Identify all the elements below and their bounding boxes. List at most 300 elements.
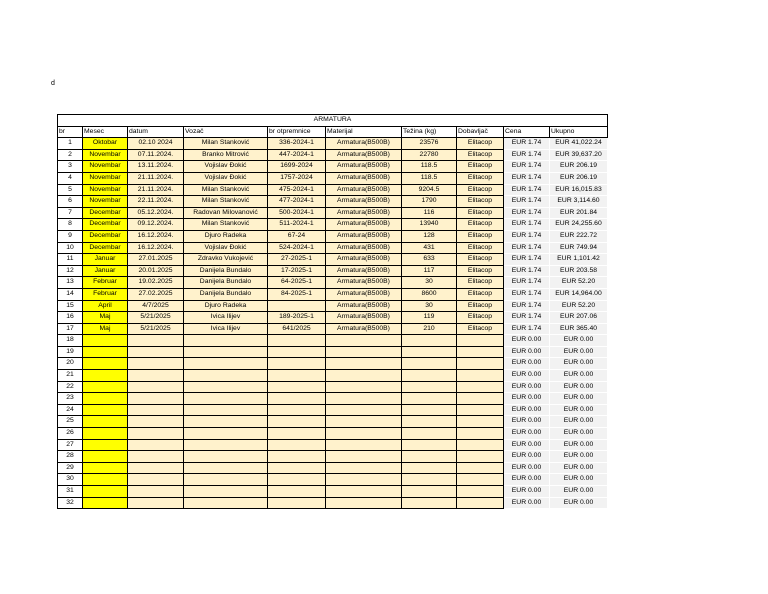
cell-br-otpremnice[interactable] <box>268 416 326 428</box>
cell-mesec[interactable]: Novembar <box>83 149 128 161</box>
cell-br-otpremnice[interactable] <box>268 439 326 451</box>
cell-vozac[interactable] <box>184 486 268 498</box>
cell-vozac[interactable]: Ivica Ilijev <box>184 312 268 324</box>
cell-mesec[interactable]: April <box>83 300 128 312</box>
cell-dobavljac[interactable]: Elitacop <box>457 207 504 219</box>
cell-materijal[interactable] <box>326 404 402 416</box>
cell-tezina[interactable]: 30 <box>402 277 457 289</box>
cell-mesec[interactable] <box>83 416 128 428</box>
cell-br-otpremnice[interactable]: 336-2024-1 <box>268 138 326 150</box>
cell-tezina[interactable]: 23576 <box>402 138 457 150</box>
cell-dobavljac[interactable] <box>457 451 504 463</box>
cell-datum[interactable] <box>128 497 184 509</box>
cell-tezina[interactable] <box>402 381 457 393</box>
cell-ukupno[interactable]: EUR 0.00 <box>550 393 608 405</box>
cell-datum[interactable]: 21.11.2024. <box>128 184 184 196</box>
header-tezina[interactable]: Težina (kg) <box>402 126 457 138</box>
cell-materijal[interactable]: Armatura(B500B) <box>326 288 402 300</box>
cell-tezina[interactable]: 1790 <box>402 196 457 208</box>
cell-ukupno[interactable]: EUR 0.00 <box>550 370 608 382</box>
cell-dobavljac[interactable] <box>457 428 504 440</box>
cell-ukupno[interactable]: EUR 0.00 <box>550 416 608 428</box>
cell-ukupno[interactable]: EUR 0.00 <box>550 381 608 393</box>
cell-ukupno[interactable]: EUR 206.19 <box>550 161 608 173</box>
cell-br[interactable]: 30 <box>58 474 83 486</box>
cell-br[interactable]: 7 <box>58 207 83 219</box>
cell-vozac[interactable]: Vojislav Đokić <box>184 172 268 184</box>
cell-datum[interactable]: 5/21/2025 <box>128 323 184 335</box>
cell-br-otpremnice[interactable]: 500-2024-1 <box>268 207 326 219</box>
cell-dobavljac[interactable] <box>457 370 504 382</box>
cell-cena[interactable]: EUR 0.00 <box>504 474 550 486</box>
cell-mesec[interactable]: Decembar <box>83 207 128 219</box>
cell-dobavljac[interactable]: Elitacop <box>457 312 504 324</box>
cell-cena[interactable]: EUR 0.00 <box>504 381 550 393</box>
cell-br-otpremnice[interactable]: 67-24 <box>268 230 326 242</box>
cell-mesec[interactable]: Novembar <box>83 196 128 208</box>
cell-ukupno[interactable]: EUR 222.72 <box>550 230 608 242</box>
cell-tezina[interactable]: 118.5 <box>402 161 457 173</box>
cell-datum[interactable]: 21.11.2024. <box>128 172 184 184</box>
cell-cena[interactable]: EUR 1.74 <box>504 219 550 231</box>
cell-ukupno[interactable]: EUR 1,101.42 <box>550 254 608 266</box>
cell-br-otpremnice[interactable] <box>268 497 326 509</box>
cell-vozac[interactable]: Milan Stanković <box>184 219 268 231</box>
cell-datum[interactable] <box>128 486 184 498</box>
cell-br-otpremnice[interactable]: 524-2024-1 <box>268 242 326 254</box>
cell-materijal[interactable]: Armatura(B500B) <box>326 265 402 277</box>
cell-datum[interactable]: 22.11.2024. <box>128 196 184 208</box>
cell-mesec[interactable] <box>83 393 128 405</box>
cell-br[interactable]: 13 <box>58 277 83 289</box>
cell-cena[interactable]: EUR 0.00 <box>504 451 550 463</box>
cell-materijal[interactable]: Armatura(B500B) <box>326 138 402 150</box>
cell-br[interactable]: 21 <box>58 370 83 382</box>
cell-mesec[interactable]: Oktobar <box>83 138 128 150</box>
cell-br[interactable]: 15 <box>58 300 83 312</box>
cell-materijal[interactable]: Armatura(B500B) <box>326 172 402 184</box>
cell-dobavljac[interactable]: Elitacop <box>457 242 504 254</box>
cell-br[interactable]: 11 <box>58 254 83 266</box>
cell-materijal[interactable]: Armatura(B500B) <box>326 207 402 219</box>
cell-datum[interactable]: 19.02.2025 <box>128 277 184 289</box>
cell-ukupno[interactable]: EUR 0.00 <box>550 474 608 486</box>
cell-tezina[interactable] <box>402 404 457 416</box>
cell-tezina[interactable] <box>402 370 457 382</box>
cell-mesec[interactable] <box>83 428 128 440</box>
cell-br[interactable]: 23 <box>58 393 83 405</box>
cell-tezina[interactable]: 118.5 <box>402 172 457 184</box>
cell-materijal[interactable] <box>326 335 402 347</box>
cell-tezina[interactable]: 633 <box>402 254 457 266</box>
cell-vozac[interactable] <box>184 439 268 451</box>
cell-ukupno[interactable]: EUR 0.00 <box>550 346 608 358</box>
cell-ukupno[interactable]: EUR 203.58 <box>550 265 608 277</box>
cell-br[interactable]: 19 <box>58 346 83 358</box>
cell-materijal[interactable] <box>326 462 402 474</box>
cell-cena[interactable]: EUR 0.00 <box>504 439 550 451</box>
cell-ukupno[interactable]: EUR 41,022.24 <box>550 138 608 150</box>
cell-vozac[interactable]: Milan Stanković <box>184 184 268 196</box>
cell-tezina[interactable]: 431 <box>402 242 457 254</box>
header-cena[interactable]: Cena <box>504 126 550 138</box>
cell-mesec[interactable] <box>83 497 128 509</box>
cell-br-otpremnice[interactable] <box>268 428 326 440</box>
cell-materijal[interactable]: Armatura(B500B) <box>326 312 402 324</box>
cell-vozac[interactable]: Branko Mitrović <box>184 149 268 161</box>
cell-vozac[interactable] <box>184 428 268 440</box>
cell-materijal[interactable] <box>326 451 402 463</box>
cell-tezina[interactable]: 22780 <box>402 149 457 161</box>
cell-br[interactable]: 31 <box>58 486 83 498</box>
cell-ukupno[interactable]: EUR 3,114.60 <box>550 196 608 208</box>
cell-br[interactable]: 24 <box>58 404 83 416</box>
cell-vozac[interactable] <box>184 393 268 405</box>
cell-datum[interactable] <box>128 428 184 440</box>
cell-br-otpremnice[interactable]: 27-2025-1 <box>268 254 326 266</box>
cell-br-otpremnice[interactable] <box>268 300 326 312</box>
cell-mesec[interactable] <box>83 462 128 474</box>
cell-br-otpremnice[interactable]: 64-2025-1 <box>268 277 326 289</box>
cell-datum[interactable]: 20.01.2025 <box>128 265 184 277</box>
cell-datum[interactable] <box>128 393 184 405</box>
cell-dobavljac[interactable] <box>457 404 504 416</box>
cell-materijal[interactable]: Armatura(B500B) <box>326 149 402 161</box>
cell-mesec[interactable]: Novembar <box>83 161 128 173</box>
cell-datum[interactable]: 4/7/2025 <box>128 300 184 312</box>
cell-datum[interactable]: 27.02.2025 <box>128 288 184 300</box>
cell-dobavljac[interactable]: Elitacop <box>457 300 504 312</box>
cell-ukupno[interactable]: EUR 206.19 <box>550 172 608 184</box>
cell-ukupno[interactable]: EUR 0.00 <box>550 358 608 370</box>
cell-dobavljac[interactable] <box>457 439 504 451</box>
cell-datum[interactable] <box>128 381 184 393</box>
cell-br[interactable]: 17 <box>58 323 83 335</box>
cell-tezina[interactable] <box>402 439 457 451</box>
cell-br-otpremnice[interactable]: 17-2025-1 <box>268 265 326 277</box>
cell-tezina[interactable] <box>402 346 457 358</box>
cell-mesec[interactable] <box>83 370 128 382</box>
cell-br-otpremnice[interactable] <box>268 486 326 498</box>
header-br[interactable]: br <box>58 126 83 138</box>
cell-tezina[interactable] <box>402 335 457 347</box>
cell-mesec[interactable]: Maj <box>83 323 128 335</box>
cell-mesec[interactable]: Novembar <box>83 172 128 184</box>
cell-br-otpremnice[interactable] <box>268 358 326 370</box>
cell-br-otpremnice[interactable] <box>268 346 326 358</box>
cell-vozac[interactable] <box>184 451 268 463</box>
cell-vozac[interactable] <box>184 404 268 416</box>
cell-mesec[interactable]: Novembar <box>83 184 128 196</box>
cell-materijal[interactable] <box>326 439 402 451</box>
cell-mesec[interactable] <box>83 474 128 486</box>
cell-dobavljac[interactable] <box>457 474 504 486</box>
cell-dobavljac[interactable]: Elitacop <box>457 219 504 231</box>
cell-datum[interactable]: 09.12.2024. <box>128 219 184 231</box>
cell-materijal[interactable]: Armatura(B500B) <box>326 219 402 231</box>
cell-mesec[interactable]: Februar <box>83 288 128 300</box>
cell-mesec[interactable] <box>83 486 128 498</box>
header-br-otpremnice[interactable]: br otpremnice <box>268 126 326 138</box>
cell-br[interactable]: 18 <box>58 335 83 347</box>
cell-dobavljac[interactable]: Elitacop <box>457 172 504 184</box>
cell-ukupno[interactable]: EUR 14,964.00 <box>550 288 608 300</box>
cell-dobavljac[interactable] <box>457 393 504 405</box>
cell-cena[interactable]: EUR 1.74 <box>504 323 550 335</box>
cell-ukupno[interactable]: EUR 16,015.83 <box>550 184 608 196</box>
cell-mesec[interactable] <box>83 439 128 451</box>
cell-ukupno[interactable]: EUR 0.00 <box>550 497 608 509</box>
cell-materijal[interactable] <box>326 346 402 358</box>
cell-dobavljac[interactable] <box>457 497 504 509</box>
cell-dobavljac[interactable]: Elitacop <box>457 196 504 208</box>
cell-dobavljac[interactable] <box>457 358 504 370</box>
cell-br-otpremnice[interactable]: 447-2024-1 <box>268 149 326 161</box>
cell-tezina[interactable]: 116 <box>402 207 457 219</box>
cell-materijal[interactable]: Armatura(B500B) <box>326 254 402 266</box>
cell-cena[interactable]: EUR 0.00 <box>504 393 550 405</box>
cell-ukupno[interactable]: EUR 0.00 <box>550 439 608 451</box>
cell-cena[interactable]: EUR 0.00 <box>504 416 550 428</box>
cell-br[interactable]: 25 <box>58 416 83 428</box>
cell-cena[interactable]: EUR 0.00 <box>504 404 550 416</box>
cell-mesec[interactable]: Maj <box>83 312 128 324</box>
cell-vozac[interactable] <box>184 358 268 370</box>
cell-br[interactable]: 14 <box>58 288 83 300</box>
cell-mesec[interactable]: Februar <box>83 277 128 289</box>
cell-dobavljac[interactable]: Elitacop <box>457 277 504 289</box>
cell-ukupno[interactable]: EUR 52.20 <box>550 277 608 289</box>
cell-br[interactable]: 8 <box>58 219 83 231</box>
cell-br-otpremnice[interactable]: 189-2025-1 <box>268 312 326 324</box>
cell-mesec[interactable] <box>83 451 128 463</box>
cell-br[interactable]: 10 <box>58 242 83 254</box>
cell-vozac[interactable]: Danijela Bundalo <box>184 265 268 277</box>
cell-materijal[interactable]: Armatura(B500B) <box>326 184 402 196</box>
cell-tezina[interactable]: 9204.5 <box>402 184 457 196</box>
cell-cena[interactable]: EUR 0.00 <box>504 486 550 498</box>
cell-tezina[interactable]: 117 <box>402 265 457 277</box>
header-datum[interactable]: datum <box>128 126 184 138</box>
cell-br-otpremnice[interactable]: 84-2025-1 <box>268 288 326 300</box>
cell-cena[interactable]: EUR 1.74 <box>504 184 550 196</box>
cell-materijal[interactable]: Armatura(B500B) <box>326 323 402 335</box>
cell-br-otpremnice[interactable] <box>268 370 326 382</box>
cell-tezina[interactable] <box>402 358 457 370</box>
cell-br[interactable]: 6 <box>58 196 83 208</box>
cell-br-otpremnice[interactable]: 1699-2024 <box>268 161 326 173</box>
cell-cena[interactable]: EUR 1.74 <box>504 138 550 150</box>
cell-vozac[interactable] <box>184 497 268 509</box>
cell-tezina[interactable] <box>402 462 457 474</box>
cell-datum[interactable] <box>128 474 184 486</box>
cell-dobavljac[interactable]: Elitacop <box>457 323 504 335</box>
cell-vozac[interactable]: Milan Stanković <box>184 196 268 208</box>
cell-materijal[interactable]: Armatura(B500B) <box>326 161 402 173</box>
cell-materijal[interactable]: Armatura(B500B) <box>326 242 402 254</box>
cell-mesec[interactable] <box>83 346 128 358</box>
cell-dobavljac[interactable]: Elitacop <box>457 184 504 196</box>
cell-br[interactable]: 16 <box>58 312 83 324</box>
cell-dobavljac[interactable] <box>457 381 504 393</box>
cell-cena[interactable]: EUR 1.74 <box>504 312 550 324</box>
cell-br-otpremnice[interactable]: 641/2025 <box>268 323 326 335</box>
cell-cena[interactable]: EUR 0.00 <box>504 428 550 440</box>
cell-tezina[interactable] <box>402 428 457 440</box>
cell-datum[interactable] <box>128 358 184 370</box>
cell-br[interactable]: 2 <box>58 149 83 161</box>
cell-br-otpremnice[interactable]: 1757-2024 <box>268 172 326 184</box>
cell-tezina[interactable] <box>402 393 457 405</box>
cell-cena[interactable]: EUR 1.74 <box>504 277 550 289</box>
cell-br[interactable]: 12 <box>58 265 83 277</box>
cell-datum[interactable] <box>128 416 184 428</box>
cell-br-otpremnice[interactable] <box>268 474 326 486</box>
cell-cena[interactable]: EUR 1.74 <box>504 265 550 277</box>
cell-br-otpremnice[interactable]: 475-2024-1 <box>268 184 326 196</box>
cell-cena[interactable]: EUR 0.00 <box>504 370 550 382</box>
cell-ukupno[interactable]: EUR 0.00 <box>550 335 608 347</box>
cell-vozac[interactable]: Vojislav Đokić <box>184 242 268 254</box>
cell-vozac[interactable]: Radovan Milovanović <box>184 207 268 219</box>
cell-vozac[interactable] <box>184 370 268 382</box>
cell-mesec[interactable] <box>83 335 128 347</box>
cell-br-otpremnice[interactable]: 511-2024-1 <box>268 219 326 231</box>
cell-ukupno[interactable]: EUR 365.40 <box>550 323 608 335</box>
cell-datum[interactable]: 07.11.2024. <box>128 149 184 161</box>
cell-br-otpremnice[interactable] <box>268 462 326 474</box>
cell-cena[interactable]: EUR 1.74 <box>504 161 550 173</box>
cell-br-otpremnice[interactable]: 477-2024-1 <box>268 196 326 208</box>
cell-vozac[interactable]: Zdravko Vukojević <box>184 254 268 266</box>
cell-br[interactable]: 27 <box>58 439 83 451</box>
cell-materijal[interactable] <box>326 497 402 509</box>
cell-dobavljac[interactable]: Elitacop <box>457 138 504 150</box>
cell-mesec[interactable]: Decembar <box>83 230 128 242</box>
cell-ukupno[interactable]: EUR 207.06 <box>550 312 608 324</box>
cell-datum[interactable] <box>128 451 184 463</box>
cell-dobavljac[interactable]: Elitacop <box>457 149 504 161</box>
cell-mesec[interactable]: Decembar <box>83 242 128 254</box>
cell-ukupno[interactable]: EUR 52.20 <box>550 300 608 312</box>
cell-tezina[interactable]: 8600 <box>402 288 457 300</box>
cell-materijal[interactable] <box>326 416 402 428</box>
cell-dobavljac[interactable] <box>457 416 504 428</box>
cell-ukupno[interactable]: EUR 0.00 <box>550 462 608 474</box>
header-vozac[interactable]: Vozač <box>184 126 268 138</box>
cell-datum[interactable]: 05.12.2024. <box>128 207 184 219</box>
cell-datum[interactable]: 16.12.2024. <box>128 230 184 242</box>
cell-materijal[interactable]: Armatura(B500B) <box>326 230 402 242</box>
cell-tezina[interactable]: 13940 <box>402 219 457 231</box>
cell-datum[interactable] <box>128 462 184 474</box>
cell-dobavljac[interactable]: Elitacop <box>457 254 504 266</box>
header-materijal[interactable]: Materijal <box>326 126 402 138</box>
cell-dobavljac[interactable] <box>457 335 504 347</box>
cell-cena[interactable]: EUR 0.00 <box>504 335 550 347</box>
header-dobavljac[interactable]: Dobavljač <box>457 126 504 138</box>
cell-mesec[interactable]: Decembar <box>83 219 128 231</box>
cell-ukupno[interactable]: EUR 201.84 <box>550 207 608 219</box>
cell-datum[interactable]: 16.12.2024. <box>128 242 184 254</box>
cell-datum[interactable]: 5/21/2025 <box>128 312 184 324</box>
cell-vozac[interactable] <box>184 462 268 474</box>
cell-tezina[interactable]: 128 <box>402 230 457 242</box>
cell-vozac[interactable]: Djuro Radeka <box>184 300 268 312</box>
cell-br[interactable]: 20 <box>58 358 83 370</box>
cell-br-otpremnice[interactable] <box>268 451 326 463</box>
cell-br[interactable]: 5 <box>58 184 83 196</box>
cell-tezina[interactable]: 210 <box>402 323 457 335</box>
cell-materijal[interactable] <box>326 474 402 486</box>
cell-mesec[interactable] <box>83 381 128 393</box>
cell-dobavljac[interactable] <box>457 486 504 498</box>
cell-dobavljac[interactable] <box>457 462 504 474</box>
cell-ukupno[interactable]: EUR 39,637.20 <box>550 149 608 161</box>
cell-ukupno[interactable]: EUR 0.00 <box>550 428 608 440</box>
cell-materijal[interactable] <box>326 393 402 405</box>
cell-br[interactable]: 22 <box>58 381 83 393</box>
cell-br-otpremnice[interactable] <box>268 335 326 347</box>
cell-vozac[interactable] <box>184 335 268 347</box>
cell-cena[interactable]: EUR 1.74 <box>504 196 550 208</box>
cell-tezina[interactable]: 119 <box>402 312 457 324</box>
cell-br[interactable]: 4 <box>58 172 83 184</box>
cell-mesec[interactable]: Januar <box>83 254 128 266</box>
cell-cena[interactable]: EUR 1.74 <box>504 207 550 219</box>
cell-br[interactable]: 9 <box>58 230 83 242</box>
cell-datum[interactable]: 13.11.2024. <box>128 161 184 173</box>
cell-br[interactable]: 32 <box>58 497 83 509</box>
cell-br-otpremnice[interactable] <box>268 393 326 405</box>
header-ukupno[interactable]: Ukupno <box>550 126 608 138</box>
cell-mesec[interactable] <box>83 404 128 416</box>
cell-cena[interactable]: EUR 1.74 <box>504 288 550 300</box>
cell-cena[interactable]: EUR 1.74 <box>504 254 550 266</box>
cell-tezina[interactable] <box>402 497 457 509</box>
cell-tezina[interactable] <box>402 474 457 486</box>
cell-cena[interactable]: EUR 1.74 <box>504 242 550 254</box>
cell-datum[interactable]: 27.01.2025 <box>128 254 184 266</box>
cell-ukupno[interactable]: EUR 0.00 <box>550 486 608 498</box>
cell-datum[interactable] <box>128 370 184 382</box>
cell-tezina[interactable] <box>402 486 457 498</box>
cell-cena[interactable]: EUR 1.74 <box>504 172 550 184</box>
cell-vozac[interactable]: Milan Stanković <box>184 138 268 150</box>
cell-br[interactable]: 1 <box>58 138 83 150</box>
cell-cena[interactable]: EUR 1.74 <box>504 230 550 242</box>
cell-vozac[interactable]: Danijela Bundalo <box>184 277 268 289</box>
cell-materijal[interactable] <box>326 428 402 440</box>
cell-dobavljac[interactable] <box>457 346 504 358</box>
cell-tezina[interactable]: 30 <box>402 300 457 312</box>
cell-vozac[interactable] <box>184 381 268 393</box>
cell-tezina[interactable] <box>402 451 457 463</box>
cell-materijal[interactable] <box>326 486 402 498</box>
cell-vozac[interactable] <box>184 474 268 486</box>
cell-mesec[interactable] <box>83 358 128 370</box>
cell-vozac[interactable] <box>184 346 268 358</box>
cell-br-otpremnice[interactable] <box>268 381 326 393</box>
cell-ukupno[interactable]: EUR 749.94 <box>550 242 608 254</box>
cell-br[interactable]: 29 <box>58 462 83 474</box>
cell-br[interactable]: 26 <box>58 428 83 440</box>
cell-materijal[interactable]: Armatura(B500B) <box>326 300 402 312</box>
cell-materijal[interactable]: Armatura(B500B) <box>326 277 402 289</box>
cell-materijal[interactable]: Armatura(B500B) <box>326 196 402 208</box>
cell-vozac[interactable] <box>184 416 268 428</box>
cell-materijal[interactable] <box>326 381 402 393</box>
